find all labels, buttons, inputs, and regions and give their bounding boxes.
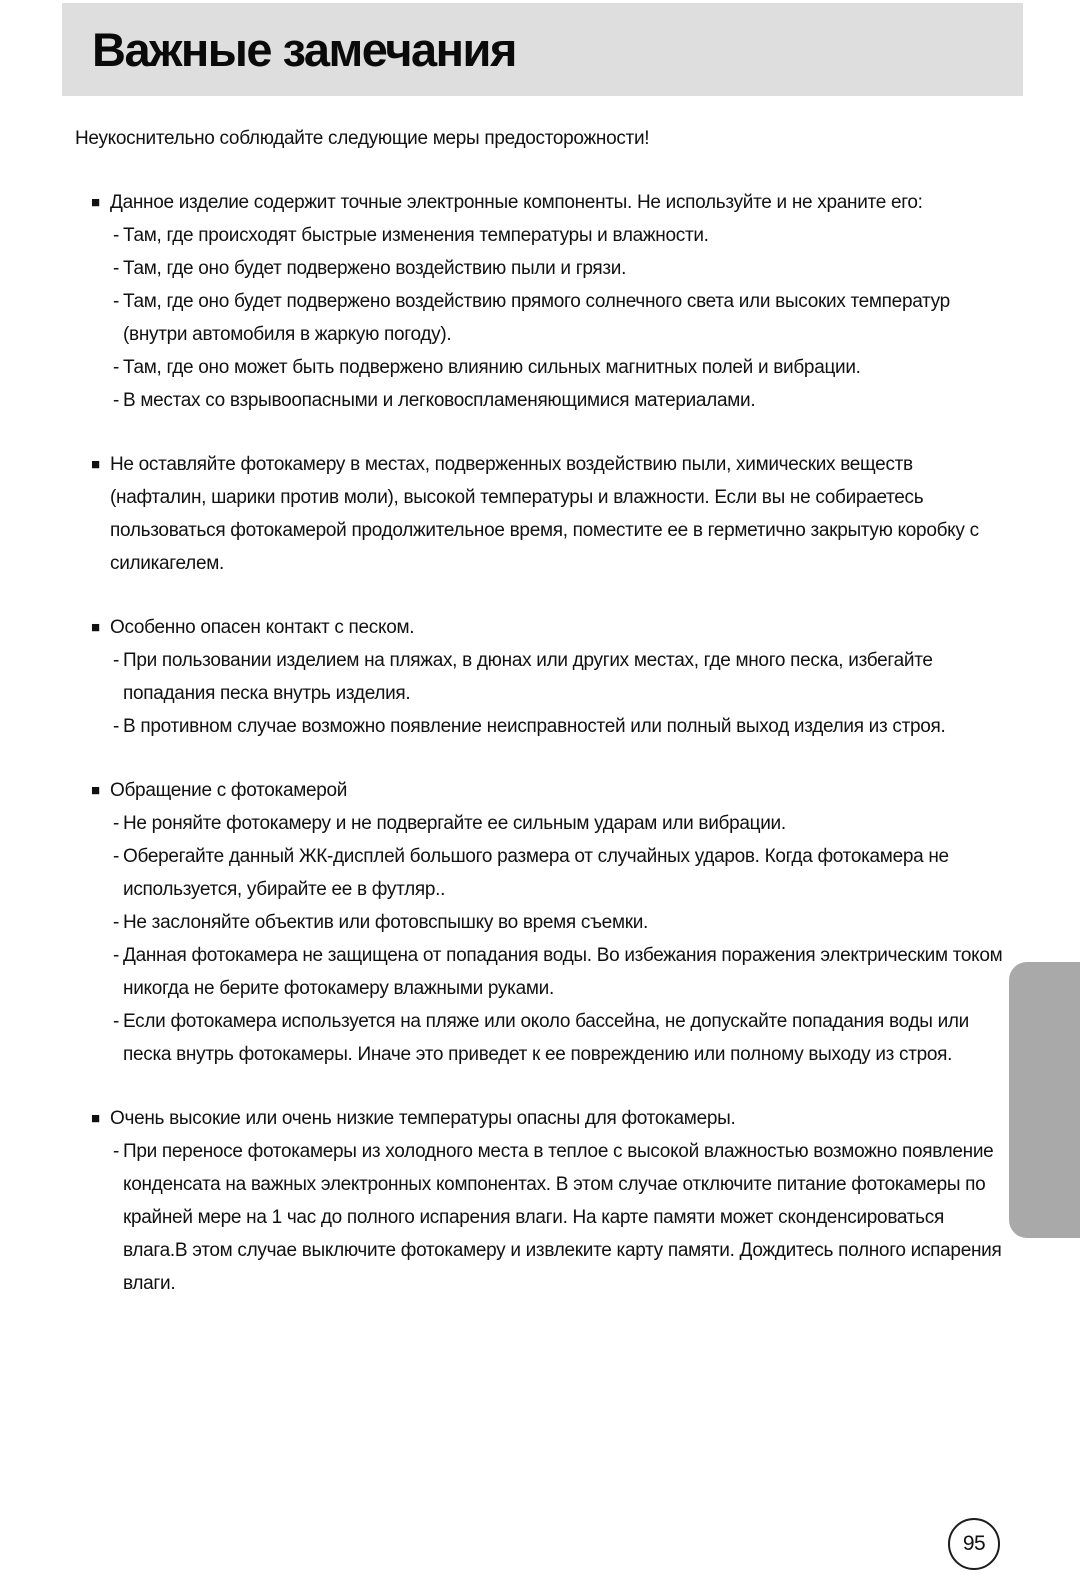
- item-line: В местах со взрывоопасными и легковоспламеняющимися материалами.: [123, 390, 756, 411]
- dash-bullet-icon: -: [113, 390, 120, 411]
- dash-bullet-icon: -: [113, 291, 120, 312]
- dash-bullet-icon: -: [113, 813, 120, 834]
- heading-line: Особенно опасен контакт с песком.: [110, 617, 415, 638]
- dash-bullet-icon: -: [113, 650, 120, 671]
- chapter-side-tab: [1009, 962, 1080, 1238]
- item-line: никогда не берите фотокамеру влажными руками.: [123, 978, 554, 999]
- heading-line: пользоваться фотокамерой продолжительное время, поместите ее в герметично закрытую коробку с: [110, 520, 979, 541]
- item-line: Там, где оно будет подвержено воздействию прямого солнечного света или высоких температур: [123, 291, 950, 312]
- item-line: Там, где оно может быть подвержено влиянию сильных магнитных полей и вибрации.: [123, 357, 861, 378]
- item-line: В противном случае возможно появление неисправностей или полный выход изделия из строя.: [123, 716, 946, 737]
- list-item: [113, 351, 1080, 384]
- item-line: влага.В этом случае выключите фотокамеру и извлеките карту памяти. Дождитесь полного испарения: [123, 1240, 1002, 1261]
- list-item: [113, 939, 1080, 1005]
- item-line: Там, где оно будет подвержено воздействию пыли и грязи.: [123, 258, 627, 279]
- dash-bullet-icon: -: [113, 1141, 120, 1162]
- square-bullet-icon: ■: [91, 782, 100, 799]
- item-line: Не роняйте фотокамеру и не подвергайте ее сильным ударам или вибрации.: [123, 813, 786, 834]
- square-bullet-icon: ■: [91, 194, 100, 211]
- dash-bullet-icon: -: [113, 912, 120, 933]
- heading-line: Не оставляйте фотокамеру в местах, подверженных воздействию пыли, химических веществ: [110, 454, 913, 475]
- section-heading: [91, 448, 1080, 580]
- dash-bullet-icon: -: [113, 716, 120, 737]
- list-item: [113, 219, 1080, 252]
- note-section: [0, 1102, 1080, 1300]
- heading-line: Обращение с фотокамерой: [110, 780, 348, 801]
- list-item: [113, 1005, 1080, 1071]
- dash-bullet-icon: -: [113, 945, 120, 966]
- page-number: 95: [962, 1532, 986, 1555]
- item-line: При переносе фотокамеры из холодного места в теплое с высокой влажностью возможно появление: [123, 1141, 994, 1162]
- list-item: [113, 285, 1080, 351]
- list-item: [113, 644, 1080, 710]
- list-item: [113, 807, 1080, 840]
- item-line: крайней мере на 1 час до полного испарения влаги. На карте памяти может сконденсироваться: [123, 1207, 944, 1228]
- item-line: Оберегайте данный ЖК-дисплей большого размера от случайных ударов. Когда фотокамера не: [123, 846, 949, 867]
- item-line: (внутри автомобиля в жаркую погоду).: [123, 324, 452, 345]
- section-heading: [91, 774, 1080, 807]
- item-line: используется, убирайте ее в футляр..: [123, 879, 446, 900]
- page-content: [0, 96, 1080, 1300]
- list-item: [113, 906, 1080, 939]
- dash-bullet-icon: -: [113, 357, 120, 378]
- heading-line: Очень высокие или очень низкие температуры опасны для фотокамеры.: [110, 1108, 736, 1129]
- square-bullet-icon: ■: [91, 1110, 100, 1127]
- page-title: Важные замечания: [92, 23, 516, 76]
- item-line: Данная фотокамера не защищена от попадания воды. Во избежания поражения электрическим током: [123, 945, 1003, 966]
- section-heading: [91, 611, 1080, 644]
- dash-bullet-icon: -: [113, 258, 120, 279]
- note-section: [0, 774, 1080, 1071]
- intro-warning-text: Неукоснительно соблюдайте следующие меры предосторожности!: [75, 128, 650, 149]
- dash-bullet-icon: -: [113, 1011, 120, 1032]
- item-line: Не заслоняйте объектив или фотовспышку во время съемки.: [123, 912, 649, 933]
- square-bullet-icon: ■: [91, 456, 100, 473]
- square-bullet-icon: ■: [91, 619, 100, 636]
- note-section: [0, 611, 1080, 743]
- note-section: [0, 448, 1080, 580]
- page-number-badge: [948, 1518, 1000, 1570]
- list-item: [113, 840, 1080, 906]
- list-item: [113, 384, 1080, 417]
- page-header-bar: [62, 3, 1023, 96]
- heading-line: Данное изделие содержит точные электронные компоненты. Не используйте и не храните его:: [110, 192, 923, 213]
- heading-line: силикагелем.: [110, 553, 224, 574]
- item-line: При пользовании изделием на пляжах, в дюнах или других местах, где много песка, избегайте: [123, 650, 933, 671]
- list-item: [113, 710, 1080, 743]
- item-line: конденсата на важных электронных компонентах. В этом случае отключите питание фотокамеры по: [123, 1174, 986, 1195]
- section-heading: [91, 186, 1080, 219]
- item-line: песка внутрь фотокамеры. Иначе это приведет к ее повреждению или полному выходу из строя.: [123, 1044, 953, 1065]
- dash-bullet-icon: -: [113, 846, 120, 867]
- dash-bullet-icon: -: [113, 225, 120, 246]
- item-line: Там, где происходят быстрые изменения температуры и влажности.: [123, 225, 709, 246]
- list-item: [113, 252, 1080, 285]
- item-line: Если фотокамера используется на пляже или около бассейна, не допускайте попадания воды или: [123, 1011, 969, 1032]
- heading-line: (нафталин, шарики против моли), высокой температуры и влажности. Если вы не собираетесь: [110, 487, 924, 508]
- section-heading: [91, 1102, 1080, 1135]
- notes-sections: [0, 186, 1080, 1300]
- note-section: [0, 186, 1080, 417]
- item-line: попадания песка внутрь изделия.: [123, 683, 411, 704]
- item-line: влаги.: [123, 1273, 176, 1294]
- list-item: [113, 1135, 1080, 1300]
